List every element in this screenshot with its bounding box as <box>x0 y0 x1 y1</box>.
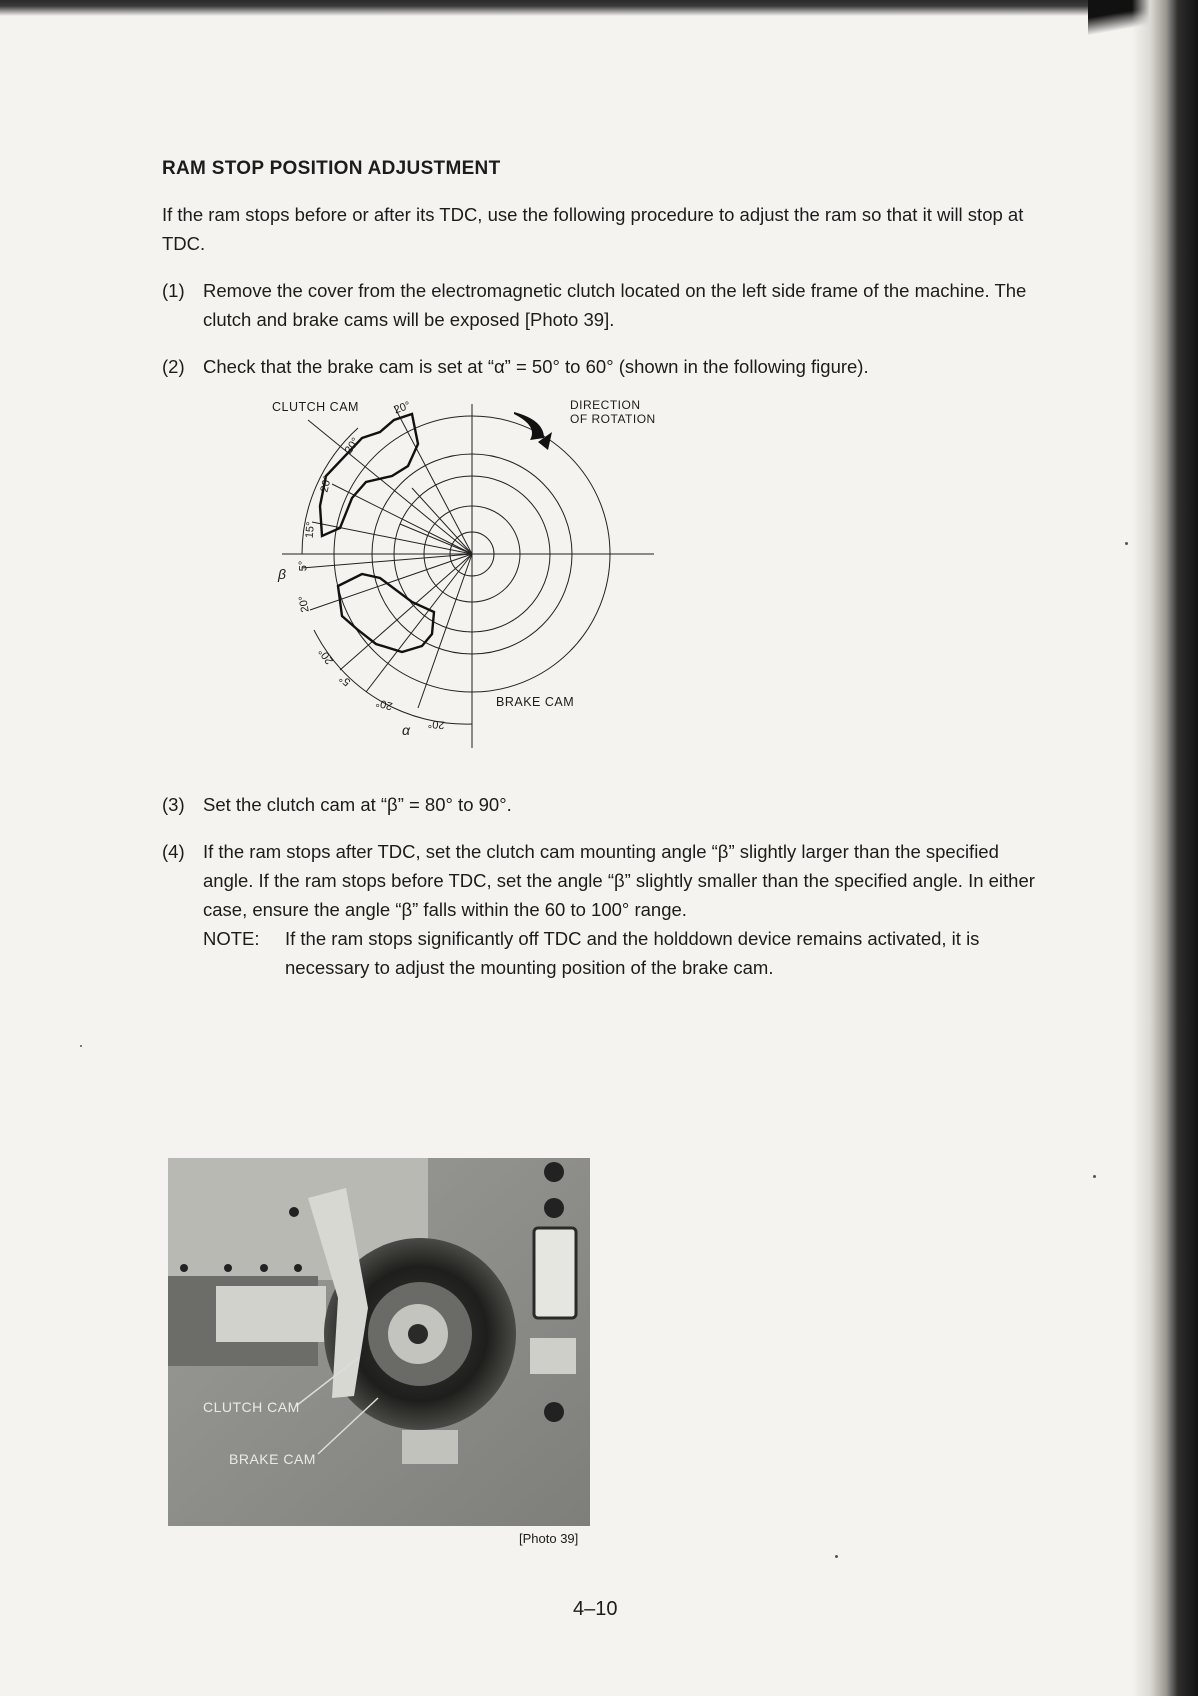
note-label: NOTE: <box>203 928 260 949</box>
step-text: If the ram stops after TDC, set the clutch cam mounting angle “β” slightly larger than the specified angle. If the ram stops before TDC, set the angle “β” slightly smaller than the specified angle. In either case, ensure the angle “β” falls within the 60 to 100° range. <box>203 841 1035 920</box>
switch-block <box>534 1228 576 1318</box>
angle-label: 20° <box>392 399 413 417</box>
ray <box>312 522 472 554</box>
page-title: RAM STOP POSITION ADJUSTMENT <box>162 158 501 179</box>
figure-clutch-cam-label: CLUTCH CAM <box>272 400 359 414</box>
step-number: (1) <box>162 280 185 301</box>
step-number: (4) <box>162 841 185 862</box>
rotation-arrow <box>514 412 544 440</box>
angle-label: 20° <box>427 717 446 731</box>
step-number: (2) <box>162 356 185 377</box>
ray <box>308 420 472 554</box>
intro-paragraph: If the ram stops before or after its TDC, use the following procedure to adjust the ram so that it will stop at TDC. <box>162 204 1024 254</box>
switch-bracket <box>530 1338 576 1374</box>
angle-label: 20° <box>374 696 394 712</box>
step-number: (3) <box>162 794 185 815</box>
angle-label: 5° <box>337 672 354 688</box>
bolt <box>544 1162 564 1182</box>
angle-label: 20° <box>296 594 312 614</box>
screw <box>260 1264 268 1272</box>
page-number: 4–10 <box>573 1598 618 1620</box>
ray <box>302 554 472 568</box>
angle-label: 20° <box>316 645 337 667</box>
figure-brake-cam-label: BRAKE CAM <box>496 695 575 709</box>
brake-cam-bracket <box>402 1430 458 1464</box>
figure-alpha-label: α <box>402 722 410 738</box>
screw <box>180 1264 188 1272</box>
scan-top-edge <box>0 0 1198 18</box>
scan-speck <box>835 1555 838 1558</box>
step-3 <box>162 790 1042 819</box>
direction-line-1: DIRECTION <box>570 398 641 412</box>
angle-label: 5° <box>297 560 310 572</box>
figure-beta-label: β <box>278 566 286 582</box>
alpha-arc <box>314 630 472 724</box>
scan-speck <box>1093 1175 1096 1178</box>
scan-right-edge <box>1132 0 1198 1696</box>
step-1 <box>162 276 1042 334</box>
step-text: Set the clutch cam at “β” = 80° to 90°. <box>203 794 512 815</box>
ray <box>400 524 472 554</box>
ray <box>366 554 472 692</box>
step-text: Remove the cover from the electromagnetic clutch located on the left side frame of the machine. The clutch and brake cams will be exposed [Photo 39]. <box>203 280 1027 330</box>
photo-brake-cam-label: BRAKE CAM <box>229 1451 316 1467</box>
screw <box>294 1264 302 1272</box>
photo-clutch-cam-label: CLUTCH CAM <box>203 1399 300 1415</box>
note <box>203 924 1043 982</box>
ray <box>340 554 472 670</box>
bolt <box>544 1402 564 1422</box>
cam-angle-diagram <box>262 396 682 748</box>
screw <box>224 1264 232 1272</box>
angle-label: 15° <box>303 521 318 539</box>
angle-label: 20° <box>318 474 335 494</box>
bolt <box>544 1198 564 1218</box>
photo-caption: [Photo 39] <box>519 1531 579 1546</box>
step-2 <box>162 352 1042 381</box>
note-text: If the ram stops significantly off TDC and the holddown device remains activated, it is necessary to adjust the mounting position of the brake cam. <box>285 928 980 978</box>
step-text: Check that the brake cam is set at “α” = 50° to 60° (shown in the following figure). <box>203 356 869 377</box>
figure-direction-label <box>570 398 656 426</box>
shaft <box>408 1324 428 1344</box>
solenoid <box>216 1286 326 1342</box>
brake-cam-outline <box>338 574 434 652</box>
screw <box>289 1207 299 1217</box>
ray <box>332 484 472 554</box>
angle-label: 20° <box>342 435 363 457</box>
scan-speck <box>1125 542 1128 545</box>
step-4 <box>162 837 1042 924</box>
ray <box>394 406 472 554</box>
direction-line-2: OF ROTATION <box>570 412 656 426</box>
photo-39 <box>168 1158 590 1526</box>
scan-speck <box>80 1045 82 1047</box>
